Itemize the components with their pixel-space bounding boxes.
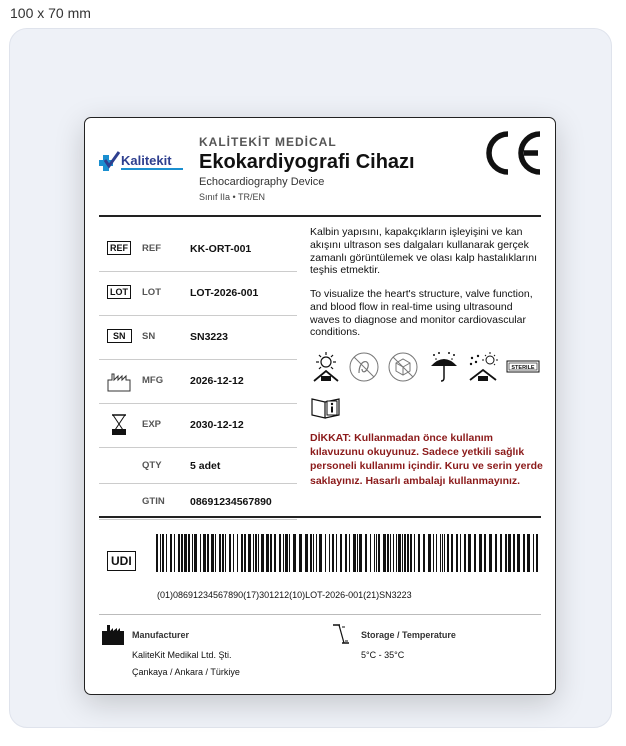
barcode-bar xyxy=(474,534,476,572)
field-key: QTY xyxy=(142,460,162,471)
barcode-bar xyxy=(200,534,201,572)
barcode-bar xyxy=(456,534,458,572)
barcode-bar xyxy=(513,534,515,572)
barcode-bar xyxy=(203,534,206,572)
field-row-mfg xyxy=(99,360,297,404)
barcode-bar xyxy=(241,534,243,572)
barcode-bar xyxy=(274,534,276,572)
barcode-bar xyxy=(211,534,214,572)
barcode-bar xyxy=(353,534,356,572)
barcode-bar xyxy=(316,534,317,572)
manufacturer-heading: Manufacturer xyxy=(132,630,190,640)
barcode-bar xyxy=(305,534,308,572)
field-value: 2030-12-12 xyxy=(190,419,244,431)
udi-symbol: UDI xyxy=(107,551,136,571)
barcode-bar xyxy=(156,534,158,572)
protect-from-heat-icon xyxy=(467,351,499,383)
field-value: 2026-12-12 xyxy=(190,375,244,387)
lot-symbol: LOT xyxy=(107,282,131,304)
barcode-bar xyxy=(279,534,281,572)
barcode-bar xyxy=(387,534,389,572)
keep-away-from-sunlight-icon xyxy=(310,351,342,383)
barcode-bar xyxy=(181,534,183,572)
barcode-bar xyxy=(174,534,175,572)
barcode-bar xyxy=(414,534,415,572)
barcode-bar xyxy=(225,534,226,572)
barcode-bar xyxy=(479,534,482,572)
product-title: Ekokardiyografi Cihazı xyxy=(199,151,415,173)
barcode-bar xyxy=(289,534,290,572)
barcode-bar xyxy=(447,534,449,572)
factory-icon xyxy=(107,370,131,392)
field-row-gtin xyxy=(99,484,297,520)
barcode-bar xyxy=(310,534,312,572)
manufacturer-icon xyxy=(102,623,124,645)
barcode-bar xyxy=(428,534,431,572)
do-not-reuse-icon xyxy=(348,351,380,383)
barcode-bar xyxy=(444,534,445,572)
barcode-bar xyxy=(188,534,190,572)
barcode-bar xyxy=(293,534,296,572)
barcode-bar xyxy=(383,534,386,572)
barcode-bar xyxy=(222,534,224,572)
body-divider xyxy=(99,516,541,518)
field-value: 08691234567890 xyxy=(190,496,272,508)
barcode-bar xyxy=(393,534,394,572)
barcode-bar xyxy=(433,534,434,572)
barcode-bar xyxy=(390,534,391,572)
product-label xyxy=(84,117,556,695)
storage-temperature: 5°C - 35°C xyxy=(361,650,405,660)
barcode-bar xyxy=(160,534,161,572)
field-row-qty xyxy=(99,448,297,484)
barcode-bar xyxy=(184,534,187,572)
product-subtitle: Echocardiography Device xyxy=(199,176,325,188)
barcode-bar xyxy=(423,534,425,572)
barcode-bar xyxy=(527,534,530,572)
barcode-bar xyxy=(233,534,234,572)
barcode-bar xyxy=(500,534,502,572)
barcode-bar xyxy=(536,534,538,572)
barcode-bar xyxy=(404,534,406,572)
barcode-bar xyxy=(517,534,520,572)
manufacturer-address: Çankaya / Ankara / Türkiye xyxy=(132,667,240,677)
label-preview-card xyxy=(9,28,612,728)
barcode-bar xyxy=(258,534,259,572)
barcode-bar xyxy=(345,534,347,572)
barcode-bar xyxy=(378,534,380,572)
field-value: KK-ORT-001 xyxy=(190,243,252,255)
barcode-bar xyxy=(319,534,322,572)
do-not-use-if-damaged-icon xyxy=(387,351,419,383)
barcode-bar xyxy=(418,534,420,572)
barcode-bar xyxy=(332,534,334,572)
description-en: To visualize the heart's structure, valve function, and blood flow in real-time using ultrasound waves to diagnose and monitor cardiovascular conditions. xyxy=(310,288,533,339)
barcode-bar xyxy=(402,534,403,572)
barcode-bar xyxy=(219,534,221,572)
barcode-bar xyxy=(336,534,337,572)
barcode-bar xyxy=(207,534,209,572)
barcode-bar xyxy=(440,534,441,572)
keep-dry-icon xyxy=(428,351,460,383)
barcode-bar xyxy=(396,534,397,572)
footer-divider xyxy=(99,614,541,615)
fields-table xyxy=(99,228,297,520)
udi-text: (01)08691234567890(17)301212(10)LOT-2026-001(21)SN3223 xyxy=(157,590,412,600)
manufacturer-name: KaliteKit Medikal Ltd. Şti. xyxy=(132,650,232,660)
barcode-bar xyxy=(460,534,461,572)
ref-symbol: REF xyxy=(107,238,131,260)
barcode-bar xyxy=(370,534,371,572)
field-row-exp xyxy=(99,404,297,448)
warning-text: DİKKAT: Kullanmadan önce kullanım kılavuzunu okuyunuz. Sadece yetkili sağlık personeli kullanımı içindir. Kuru ve serin yerde saklayınız. Hasarlı ambalajı kullanmayınız. xyxy=(310,432,543,487)
barcode-bar xyxy=(489,534,492,572)
barcode-bar xyxy=(194,534,197,572)
brand-name: KALİTEKİT MEDİCAL xyxy=(199,135,337,149)
hourglass-icon xyxy=(107,414,131,436)
temperature-limit-icon xyxy=(330,621,352,647)
consult-instructions-icon xyxy=(311,396,341,420)
barcode-bar xyxy=(407,534,409,572)
description-tr: Kalbin yapısını, kapakçıkların işleyişini ve kan akışını ultrason ses dalgaları kullanarak gerçek zamanlı görüntülemek ve olası kalp hastalıklarını teşhis etmektir. xyxy=(310,226,538,277)
barcode-bar xyxy=(166,534,167,572)
udi-barcode xyxy=(156,534,540,572)
barcode-bar xyxy=(299,534,302,572)
field-row-ref xyxy=(99,228,297,272)
barcode-bar xyxy=(451,534,453,572)
barcode-bar xyxy=(436,534,437,572)
field-value: LOT-2026-001 xyxy=(190,287,259,299)
svg-text:STERILE: STERILE xyxy=(511,365,535,371)
barcode-bar xyxy=(244,534,246,572)
sterile-icon xyxy=(506,351,540,383)
barcode-bar xyxy=(340,534,342,572)
barcode-bar xyxy=(170,534,172,572)
field-row-lot xyxy=(99,272,297,316)
barcode-bar xyxy=(365,534,367,572)
size-caption: 100 x 70 mm xyxy=(10,5,91,21)
barcode-bar xyxy=(261,534,264,572)
field-key: REF xyxy=(142,243,161,254)
symbol-icons-row xyxy=(310,351,542,385)
barcode-bar xyxy=(357,534,358,572)
barcode-bar xyxy=(178,534,180,572)
barcode-bar xyxy=(523,534,525,572)
barcode-bar xyxy=(255,534,257,572)
barcode-bar xyxy=(285,534,288,572)
barcode-bar xyxy=(359,534,362,572)
barcode-bar xyxy=(248,534,251,572)
svg-text:Kalitekit: Kalitekit xyxy=(121,153,172,168)
barcode-bar xyxy=(162,534,164,572)
header-divider xyxy=(99,215,541,217)
barcode-bar xyxy=(533,534,534,572)
barcode-bar xyxy=(442,534,443,572)
field-key: EXP xyxy=(142,419,162,430)
barcode-bar xyxy=(464,534,466,572)
kalitekit-logo xyxy=(99,148,189,174)
barcode-bar xyxy=(376,534,377,572)
barcode-bar xyxy=(313,534,314,572)
field-key: LOT xyxy=(142,287,161,298)
barcode-bar xyxy=(398,534,401,572)
ce-mark-icon xyxy=(480,128,544,178)
barcode-bar xyxy=(508,534,511,572)
storage-heading: Storage / Temperature xyxy=(361,630,456,640)
barcode-bar xyxy=(192,534,193,572)
barcode-bar xyxy=(325,534,326,572)
barcode-bar xyxy=(229,534,231,572)
field-value: SN3223 xyxy=(190,331,228,343)
barcode-bar xyxy=(374,534,375,572)
barcode-bar xyxy=(484,534,486,572)
barcode-bar xyxy=(505,534,507,572)
field-value: 5 adet xyxy=(190,460,221,472)
field-key: MFG xyxy=(142,375,164,386)
field-key: GTIN xyxy=(142,496,165,507)
sn-symbol: SN xyxy=(107,326,131,348)
barcode-bar xyxy=(283,534,284,572)
barcode-bar xyxy=(329,534,330,572)
barcode-bar xyxy=(270,534,272,572)
barcode-bar xyxy=(410,534,412,572)
field-key: SN xyxy=(142,331,156,342)
barcode-bar xyxy=(468,534,471,572)
barcode-bar xyxy=(495,534,497,572)
barcode-bar xyxy=(266,534,269,572)
barcode-bar xyxy=(253,534,254,572)
barcode-bar xyxy=(215,534,216,572)
barcode-bar xyxy=(237,534,238,572)
device-class: Sınıf IIa • TR/EN xyxy=(199,192,266,202)
barcode-bar xyxy=(349,534,350,572)
field-row-sn xyxy=(99,316,297,360)
